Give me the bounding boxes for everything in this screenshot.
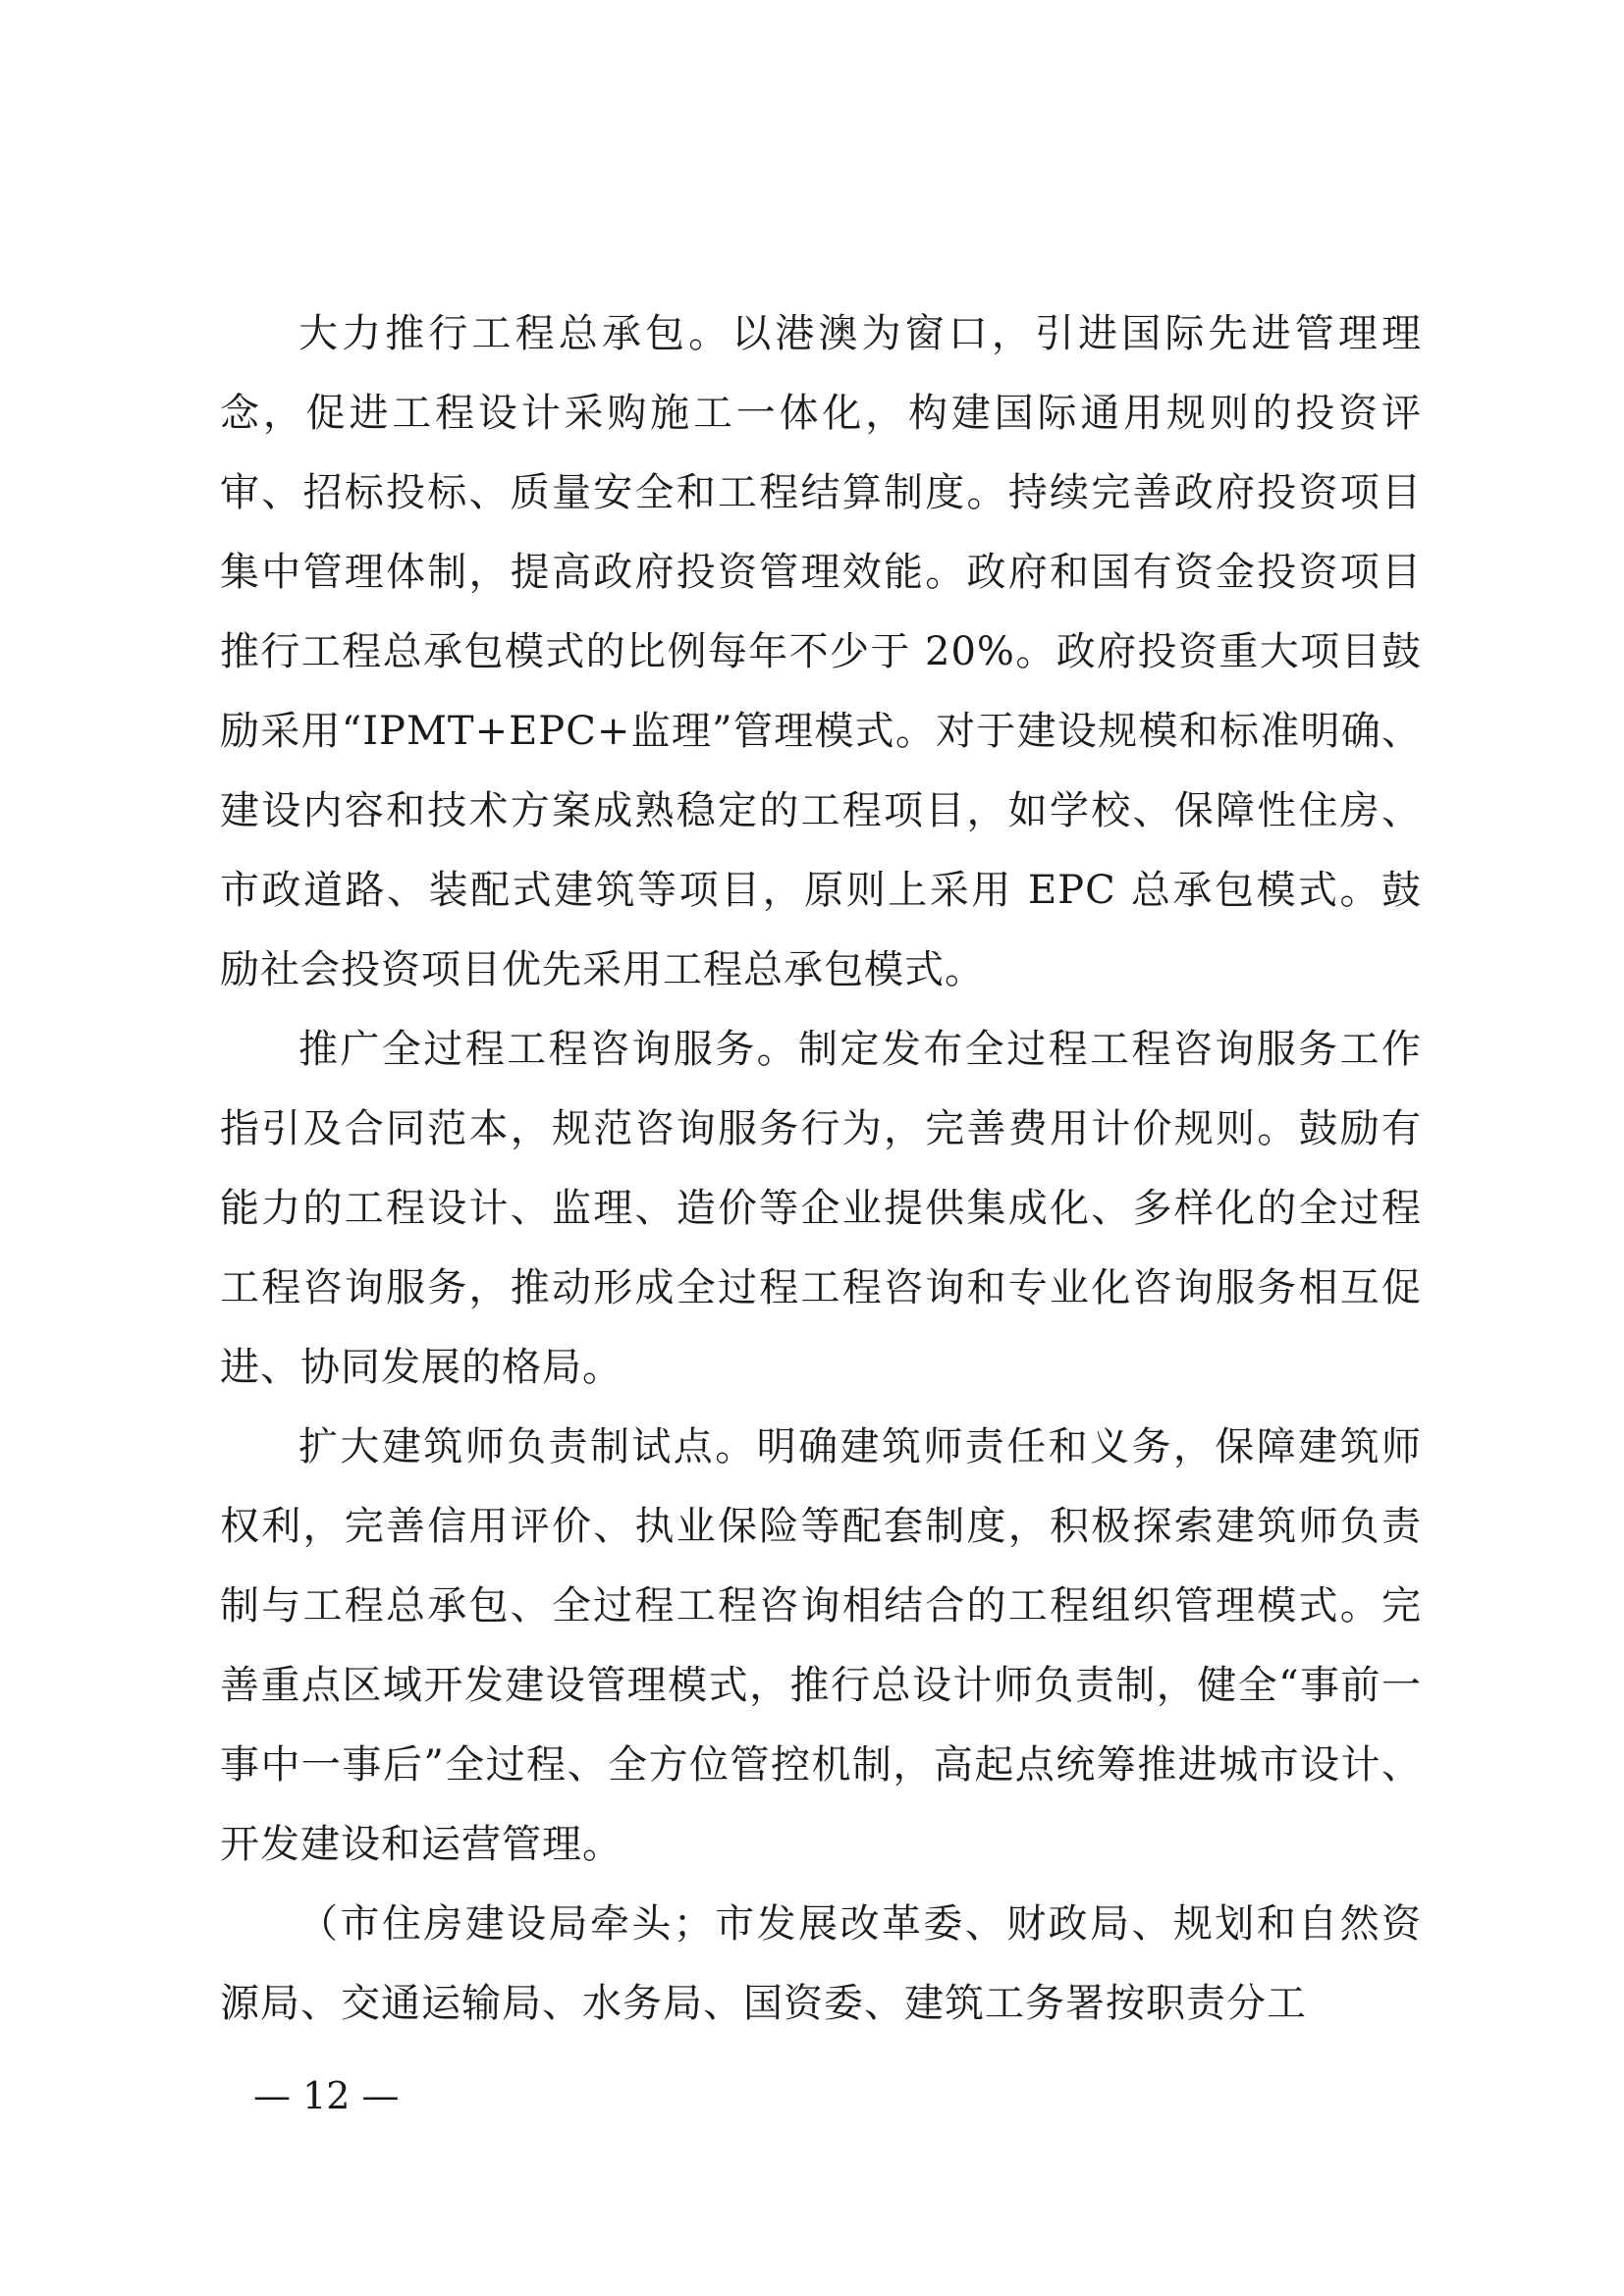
body-text [220, 294, 1422, 2044]
paragraph-consulting: 推广全过程工程咨询服务。制定发布全过程工程咨询服务工作指引及合同范本，规范咨询服务行为，完善费用计价规则。鼓励有能力的工程设计、监理、造价等企业提供集成化、多样化的全过程工程咨询服务，推动形成全过程工程咨询和专业化咨询服务相互促进、协同发展的格局。 [220, 1027, 1422, 1390]
page-number: — 12 — [253, 2074, 400, 2117]
paragraph-epc: 大力推行工程总承包。以港澳为窗口，引进国际先进管理理念，促进工程设计采购施工一体化，构建国际通用规则的投资评审、招标投标、质量安全和工程结算制度。持续完善政府投资项目集中管理体制，提高政府投资管理效能。政府和国有资金投资项目推行工程总承包模式的比例每年不少于 20%。政府投资重大项目鼓励采用“IPMT+EPC+监理”管理模式。对于建设规模和标准明确、建设内容和技术方案成熟稳定的工程项目，如学校、保障性住房、市政道路、装配式建筑等项目，原则上采用 EPC 总承包模式。鼓励社会投资项目优先采用工程总承包模式。 [220, 311, 1422, 992]
paragraph-responsibility: （市住房建设局牵头；市发展改革委、财政局、规划和自然资源局、交通运输局、水务局、国资委、建筑工务署按职责分工 [220, 1901, 1422, 2026]
paragraph-architect: 扩大建筑师负责制试点。明确建筑师责任和义务，保障建筑师权利，完善信用评价、执业保险等配套制度，积极探索建筑师负责制与工程总承包、全过程工程咨询相结合的工程组织管理模式。完善重点区域开发建设管理模式，推行总设计师负责制，健全“事前一事中一事后”全过程、全方位管控机制，高起点统筹推进城市设计、开发建设和运营管理。 [220, 1424, 1422, 1867]
